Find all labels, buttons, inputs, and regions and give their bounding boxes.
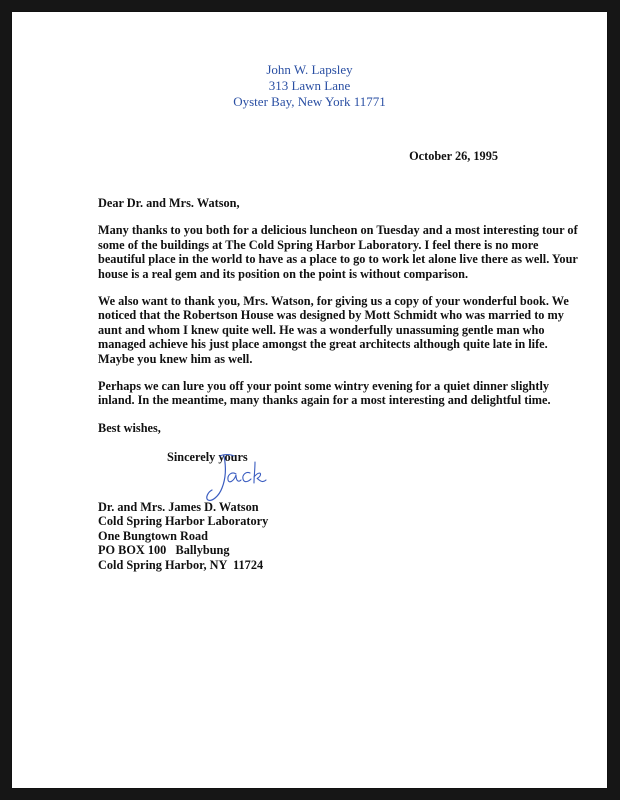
closing-sincerely: Sincerely yours	[167, 450, 248, 465]
sender-street: 313 Lawn Lane	[268, 78, 351, 93]
letter-page	[12, 12, 607, 788]
paragraph-line: inland. In the meantime, many thanks again for a most interesting and delightful time.	[98, 393, 551, 408]
recipient-city: Cold Spring Harbor, NY 11724	[98, 557, 264, 572]
paragraph-line: Perhaps we can lure you off your point some wintry evening for a quiet dinner slightly	[98, 379, 550, 394]
paragraph-line: house is a real gem and its position on the point is without comparison.	[98, 266, 469, 281]
recipient-pobox: PO BOX 100 Ballybung	[98, 543, 230, 558]
letter-date: October 26, 1995	[409, 149, 498, 163]
recipient-name: Dr. and Mrs. James D. Watson	[98, 500, 259, 514]
paragraph-line: Many thanks to you both for a delicious luncheon on Tuesday and a most interesting tour of	[98, 223, 578, 238]
paragraph-line: noticed that the Robertson House was designed by Mott Schmidt who was married to my	[98, 308, 564, 323]
recipient-street: One Bungtown Road	[98, 528, 209, 543]
paragraph-line: Maybe you knew him as well.	[98, 351, 253, 366]
paragraph-line: aunt and whom I knew quite well. He was a wonderfully unassuming gentle man who	[98, 322, 545, 337]
paragraph-line: We also want to thank you, Mrs. Watson, for giving us a copy of your wonderful book. We	[98, 294, 569, 309]
paragraph-3	[98, 379, 551, 408]
salutation: Dear Dr. and Mrs. Watson,	[98, 196, 240, 210]
letter-body	[98, 196, 578, 465]
paragraph-line: some of the buildings at The Cold Spring Harbor Laboratory. I feel there is no more	[98, 237, 539, 252]
sender-name: John W. Lapsley	[266, 62, 353, 77]
handwritten-signature	[202, 444, 272, 506]
paragraph-2	[98, 294, 569, 366]
paragraph-1	[98, 223, 578, 281]
closing-best-wishes: Best wishes,	[98, 420, 161, 435]
paragraph-line: beautiful place in the world to have as a place to go to work let alone live there as well. Your	[98, 252, 578, 267]
recipient-org: Cold Spring Harbor Laboratory	[98, 514, 269, 529]
sender-city: Oyster Bay, New York 11771	[233, 94, 386, 109]
paragraph-line: managed achieve his just place amongst the great architects although quite late in life.	[98, 337, 548, 352]
recipient-address	[98, 500, 268, 572]
letterhead	[12, 62, 607, 110]
